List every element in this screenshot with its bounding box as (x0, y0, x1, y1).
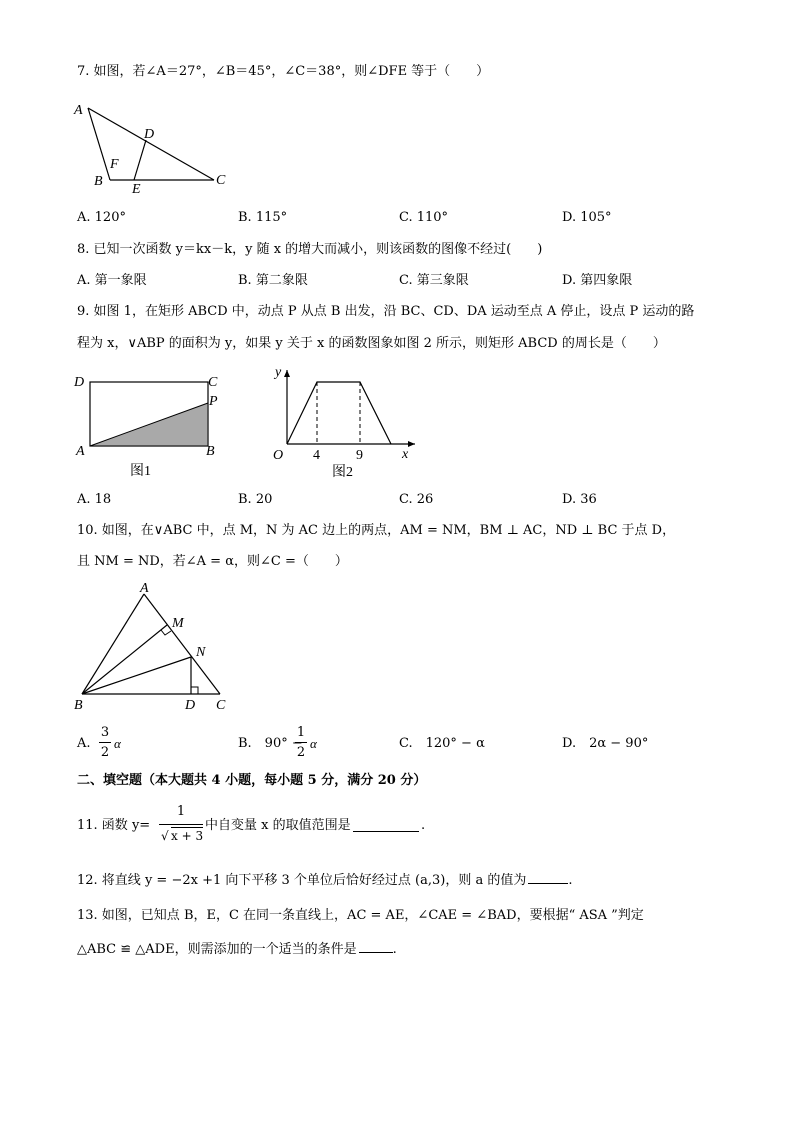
q7-option-c: C. 110° (399, 210, 449, 225)
q7-label-f: F (110, 157, 119, 172)
q9-option-d: D. 36 (562, 492, 597, 507)
q7-label-a: A (74, 103, 83, 118)
q10-option-b-denominator: 2 (296, 745, 306, 760)
q10-option-a-prefix: A. (77, 736, 91, 751)
q9-figure-2-graph (265, 362, 425, 485)
q10-option-b-alpha: α (310, 736, 317, 751)
q10-label-a: A (140, 581, 149, 596)
q7-label-b: B (94, 174, 103, 189)
q7-triangle-figure (70, 98, 240, 198)
q10-option-b-numerator: 1 (296, 725, 306, 740)
q7-option-a: A. 120° (77, 210, 126, 225)
q8-option-b: B. 第二象限 (238, 273, 308, 288)
q10-option-b-prefix: B. 90° − (238, 736, 303, 751)
q12-text: 12. 将直线 y = −2x +1 向下平移 3 个单位后恰好经过点 (a,3)，则 a 的值为 (77, 873, 527, 888)
q8-option-c: C. 第三象限 (399, 273, 469, 288)
q8-stem: 8. 已知一次函数 y＝kx－k，y 随 x 的增大而减小，则该函数的图像不经过( ) (77, 242, 543, 257)
q9-fig2-y-label: y (275, 365, 282, 380)
q12-end: . (568, 873, 573, 888)
q8-option-d: D. 第四象限 (562, 273, 633, 288)
q11-end: . (421, 818, 426, 833)
q13-stem-line2 (77, 940, 397, 959)
q9-fig2-tick-9: 9 (356, 448, 363, 463)
q7-stem: 7. 如图，若∠A＝27°，∠B＝45°，∠C＝38°，则∠DFE 等于（ ） (77, 64, 490, 79)
q11-suffix: 中自变量 x 的取值范围是 (205, 818, 351, 833)
q13-text: △ABC ≌ △ADE，则需添加的一个适当的条件是 (77, 942, 357, 957)
q9-fig2-origin: O (273, 448, 284, 463)
q10-triangle-figure (70, 580, 240, 715)
q9-fig2-caption: 图2 (332, 465, 353, 480)
q7-label-d: D (144, 127, 155, 142)
q8-option-a: A. 第一象限 (77, 273, 147, 288)
section-fill-in-heading: 二、填空题（本大题共 4 小题，每小题 5 分，满分 20 分） (77, 773, 427, 788)
q9-fig1-label-b: B (206, 444, 215, 459)
q9-fig2-tick-4: 4 (313, 448, 320, 463)
q9-option-c: C. 26 (399, 492, 434, 507)
q10-label-d: D (185, 698, 196, 713)
q9-stem-line2: 程为 x，∨ABP 的面积为 y，如果 y 关于 x 的函数图象如图 2 所示，则矩形 ABCD 的周长是（ ） (77, 336, 666, 351)
q9-fig1-label-p: P (209, 394, 218, 409)
q11-denominator: x + 3 (171, 829, 204, 843)
q12-stem (77, 871, 573, 890)
q7-option-d: D. 105° (562, 210, 612, 225)
q9-option-a: A. 18 (77, 492, 112, 507)
q13-answer-blank (359, 940, 393, 953)
q7-label-c: C (216, 173, 226, 188)
q10-label-b: B (74, 698, 83, 713)
q9-stem-line1: 9. 如图 1，在矩形 ABCD 中，动点 P 从点 B 出发，沿 BC、CD、DA 运动至点 A 停止，设点 P 运动的路 (77, 304, 695, 319)
q10-label-c: C (216, 698, 226, 713)
q7-label-e: E (132, 182, 141, 197)
q9-fig1-caption: 图1 (130, 464, 151, 479)
q9-option-b: B. 20 (238, 492, 273, 507)
q10-label-m: M (172, 616, 184, 631)
q13-stem-line1: 13. 如图，已知点 B，E，C 在同一条直线上，AC = AE，∠CAE = ∠BAD，要根据“ ASA ”判定 (77, 908, 644, 923)
q9-fig1-label-a: A (76, 444, 85, 459)
q12-answer-blank (528, 871, 568, 884)
q7-option-b: B. 115° (238, 210, 288, 225)
q10-option-d: D. 2α − 90° (562, 736, 649, 751)
q10-option-c: C. 120° − α (399, 736, 485, 751)
q10-stem-line2: 且 NM = ND，若∠A = α，则∠C =（ ） (77, 554, 348, 569)
q10-label-n: N (196, 645, 206, 660)
q11-answer-blank (353, 819, 419, 832)
q10-option-a-denominator: 2 (100, 745, 110, 760)
q11-prefix: 11. 函数 y= (77, 818, 151, 833)
q11-stem (77, 803, 477, 847)
q10-option-a-numerator: 3 (100, 725, 110, 740)
q11-numerator: 1 (176, 804, 186, 819)
q9-figure-1-rectangle (70, 365, 230, 485)
q9-fig1-label-d: D (74, 375, 85, 390)
q9-fig2-x-label: x (402, 447, 409, 462)
q10-stem-line1: 10. 如图，在∨ABC 中，点 M，N 为 AC 边上的两点，AM = NM，BM ⊥ AC，ND ⊥ BC 于点 D， (77, 523, 676, 538)
q9-fig1-label-c: C (208, 375, 218, 390)
sqrt-icon: √ (161, 829, 169, 843)
q13-end: . (392, 942, 397, 957)
q10-option-a-alpha: α (114, 736, 121, 751)
